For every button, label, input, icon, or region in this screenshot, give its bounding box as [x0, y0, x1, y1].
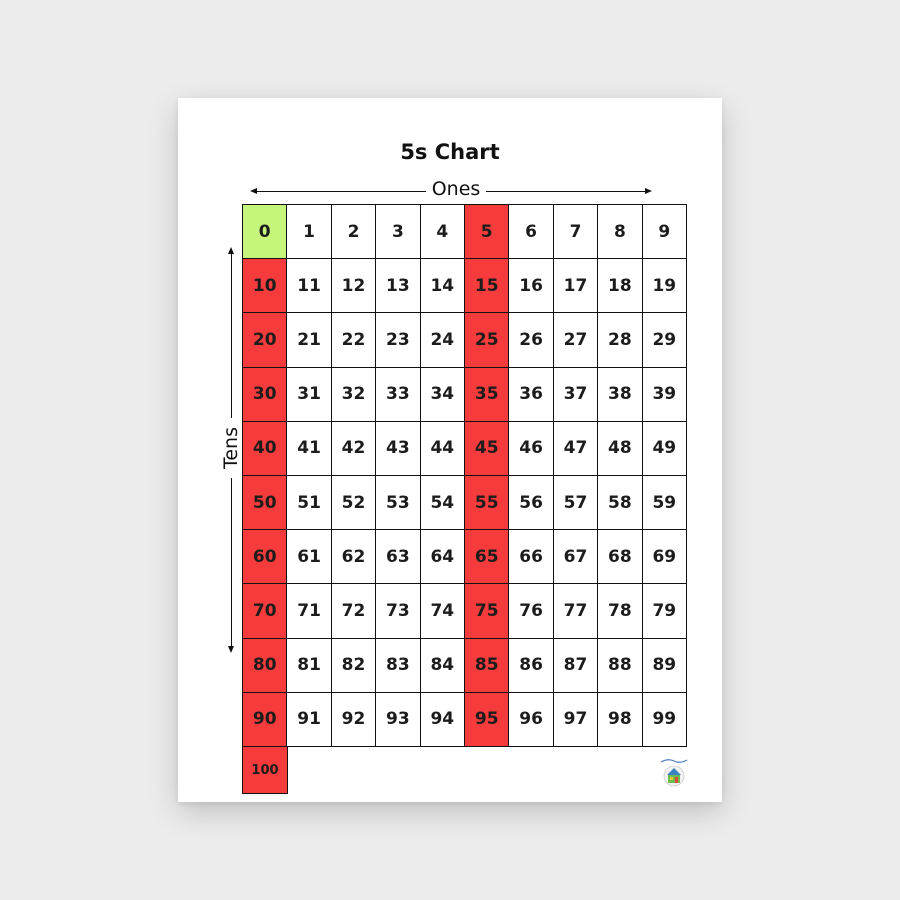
grid-cell-59: 59	[643, 476, 687, 530]
grid-cell-74: 74	[421, 584, 465, 638]
grid-cell-20: 20	[243, 313, 287, 367]
grid-cell-69: 69	[643, 530, 687, 584]
grid-cell-2: 2	[332, 205, 376, 259]
hundreds-grid	[242, 204, 687, 747]
grid-cell-53: 53	[376, 476, 420, 530]
grid-cell-61: 61	[287, 530, 331, 584]
grid-cell-21: 21	[287, 313, 331, 367]
grid-cell-3: 3	[376, 205, 420, 259]
tens-label: Tens	[220, 427, 242, 470]
grid-cell-80: 80	[243, 639, 287, 693]
tens-arrow-top-head	[228, 247, 234, 254]
grid-cell-63: 63	[376, 530, 420, 584]
grid-cell-18: 18	[598, 259, 642, 313]
grid-cell-92: 92	[332, 693, 376, 747]
ones-arrow-line-right	[486, 191, 645, 192]
grid-cell-71: 71	[287, 584, 331, 638]
grid-cell-68: 68	[598, 530, 642, 584]
grid-cell-34: 34	[421, 368, 465, 422]
grid-cell-51: 51	[287, 476, 331, 530]
grid-cell-5: 5	[465, 205, 509, 259]
grid-cell-9: 9	[643, 205, 687, 259]
grid-cell-1: 1	[287, 205, 331, 259]
grid-cell-78: 78	[598, 584, 642, 638]
grid-cell-6: 6	[509, 205, 553, 259]
grid-cell-8: 8	[598, 205, 642, 259]
grid-cell-99: 99	[643, 693, 687, 747]
grid-cell-64: 64	[421, 530, 465, 584]
grid-cell-62: 62	[332, 530, 376, 584]
grid-cell-90: 90	[243, 693, 287, 747]
grid-cell-56: 56	[509, 476, 553, 530]
grid-cell-83: 83	[376, 639, 420, 693]
grid-cell-84: 84	[421, 639, 465, 693]
grid-cell-89: 89	[643, 639, 687, 693]
grid-cell-52: 52	[332, 476, 376, 530]
grid-cell-23: 23	[376, 313, 420, 367]
grid-cell-55: 55	[465, 476, 509, 530]
grid-cell-32: 32	[332, 368, 376, 422]
grid-cell-26: 26	[509, 313, 553, 367]
grid-cell-88: 88	[598, 639, 642, 693]
grid-cell-66: 66	[509, 530, 553, 584]
grid-cell-30: 30	[243, 368, 287, 422]
grid-cell-27: 27	[554, 313, 598, 367]
grid-cell-14: 14	[421, 259, 465, 313]
grid-cell-76: 76	[509, 584, 553, 638]
grid-cell-97: 97	[554, 693, 598, 747]
grid-cell-86: 86	[509, 639, 553, 693]
grid-cell-28: 28	[598, 313, 642, 367]
ones-arrow-line-left	[256, 191, 426, 192]
grid-cell-72: 72	[332, 584, 376, 638]
grid-cell-73: 73	[376, 584, 420, 638]
ones-label: Ones	[431, 178, 481, 200]
grid-cell-82: 82	[332, 639, 376, 693]
grid-cell-15: 15	[465, 259, 509, 313]
grid-cell-13: 13	[376, 259, 420, 313]
grid-cell-44: 44	[421, 422, 465, 476]
grid-cell-31: 31	[287, 368, 331, 422]
grid-cell-45: 45	[465, 422, 509, 476]
grid-cell-87: 87	[554, 639, 598, 693]
grid-cell-49: 49	[643, 422, 687, 476]
grid-cell-35: 35	[465, 368, 509, 422]
grid-cell-93: 93	[376, 693, 420, 747]
grid-cell-58: 58	[598, 476, 642, 530]
grid-cell-41: 41	[287, 422, 331, 476]
grid-cell-22: 22	[332, 313, 376, 367]
chart-title: 5s Chart	[400, 140, 500, 164]
grid-cell-0: 0	[243, 205, 287, 259]
grid-cell-57: 57	[554, 476, 598, 530]
grid-cell-95: 95	[465, 693, 509, 747]
grid-cell-43: 43	[376, 422, 420, 476]
grid-cell-70: 70	[243, 584, 287, 638]
ones-arrow-right-head	[645, 188, 652, 194]
grid-cell-33: 33	[376, 368, 420, 422]
grid-cell-100: 100	[242, 747, 288, 794]
grid-cell-10: 10	[243, 259, 287, 313]
grid-cell-29: 29	[643, 313, 687, 367]
grid-cell-46: 46	[509, 422, 553, 476]
grid-cell-67: 67	[554, 530, 598, 584]
grid-cell-65: 65	[465, 530, 509, 584]
grid-cell-16: 16	[509, 259, 553, 313]
grid-cell-98: 98	[598, 693, 642, 747]
grid-cell-38: 38	[598, 368, 642, 422]
grid-cell-91: 91	[287, 693, 331, 747]
grid-cell-24: 24	[421, 313, 465, 367]
grid-cell-60: 60	[243, 530, 287, 584]
house-logo-icon	[658, 756, 690, 788]
grid-cell-85: 85	[465, 639, 509, 693]
grid-cell-77: 77	[554, 584, 598, 638]
grid-cell-37: 37	[554, 368, 598, 422]
grid-cell-75: 75	[465, 584, 509, 638]
grid-cell-19: 19	[643, 259, 687, 313]
grid-cell-79: 79	[643, 584, 687, 638]
grid-cell-48: 48	[598, 422, 642, 476]
grid-cell-96: 96	[509, 693, 553, 747]
grid-cell-47: 47	[554, 422, 598, 476]
grid-cell-36: 36	[509, 368, 553, 422]
grid-cell-12: 12	[332, 259, 376, 313]
tens-arrow-line-top	[231, 254, 232, 418]
grid-cell-7: 7	[554, 205, 598, 259]
grid-cell-39: 39	[643, 368, 687, 422]
grid-cell-17: 17	[554, 259, 598, 313]
grid-cell-25: 25	[465, 313, 509, 367]
tens-arrow-line-bottom	[231, 478, 232, 646]
tens-arrow-bottom-head	[228, 646, 234, 653]
grid-cell-40: 40	[243, 422, 287, 476]
grid-cell-54: 54	[421, 476, 465, 530]
grid-cell-94: 94	[421, 693, 465, 747]
grid-cell-11: 11	[287, 259, 331, 313]
grid-cell-42: 42	[332, 422, 376, 476]
grid-cell-50: 50	[243, 476, 287, 530]
grid-cell-81: 81	[287, 639, 331, 693]
grid-cell-4: 4	[421, 205, 465, 259]
